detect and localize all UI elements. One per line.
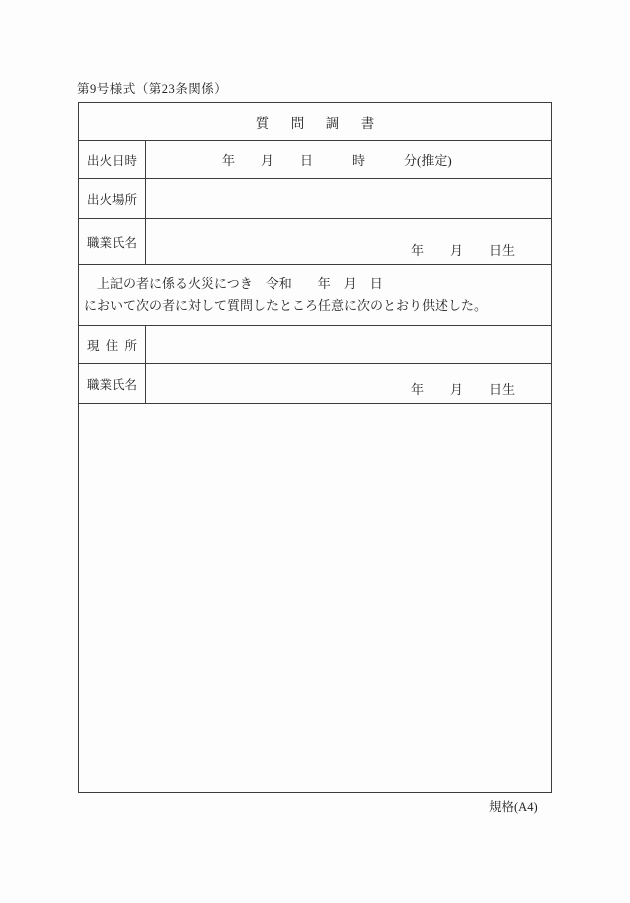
witness-occupation-name-label-cell bbox=[79, 364, 146, 403]
witness-address-row bbox=[79, 326, 551, 364]
fire-datetime-label-cell bbox=[79, 141, 146, 178]
witness-address-label: 現住所 bbox=[87, 338, 137, 353]
paper-size-note: 規格(A4) bbox=[489, 800, 538, 814]
fire-place-label-cell bbox=[79, 179, 146, 218]
statement-intro-row bbox=[79, 265, 551, 326]
form-title-row bbox=[79, 103, 551, 141]
statement-intro-line1: 上記の者に係る火災につき 令和 年 月 日 bbox=[84, 276, 383, 291]
statement-area bbox=[79, 404, 551, 792]
fire-birthdate-value-cell: 年 月 日生 bbox=[410, 243, 515, 258]
fire-occupation-name-label: 職業氏名 bbox=[87, 235, 138, 250]
witness-occupation-name-row bbox=[79, 364, 551, 404]
question-record-form bbox=[78, 102, 552, 793]
fire-occupation-name-row bbox=[79, 219, 551, 265]
form-number: 第9号様式（第23条関係） bbox=[77, 82, 228, 96]
fire-occupation-name-label-cell bbox=[79, 219, 146, 264]
statement-intro-line2: において次の者に対して質問したところ任意に次のとおり供述した。 bbox=[84, 297, 488, 313]
fire-place-value-cell bbox=[146, 179, 551, 218]
witness-birthdate-value-cell: 年 月 日生 bbox=[410, 382, 515, 397]
witness-address-value-cell bbox=[146, 326, 551, 363]
fire-datetime-label: 出火日時 bbox=[87, 153, 138, 168]
fire-place-label: 出火場所 bbox=[87, 192, 138, 207]
witness-occupation-name-label: 職業氏名 bbox=[87, 377, 138, 392]
fire-place-row bbox=[79, 179, 551, 219]
fire-datetime-value-cell: 年 月 日 時 分(推定) bbox=[222, 153, 452, 168]
witness-address-label-cell bbox=[79, 326, 146, 363]
form-title: 質 問 調 書 bbox=[255, 115, 379, 131]
fire-datetime-row bbox=[79, 141, 551, 179]
